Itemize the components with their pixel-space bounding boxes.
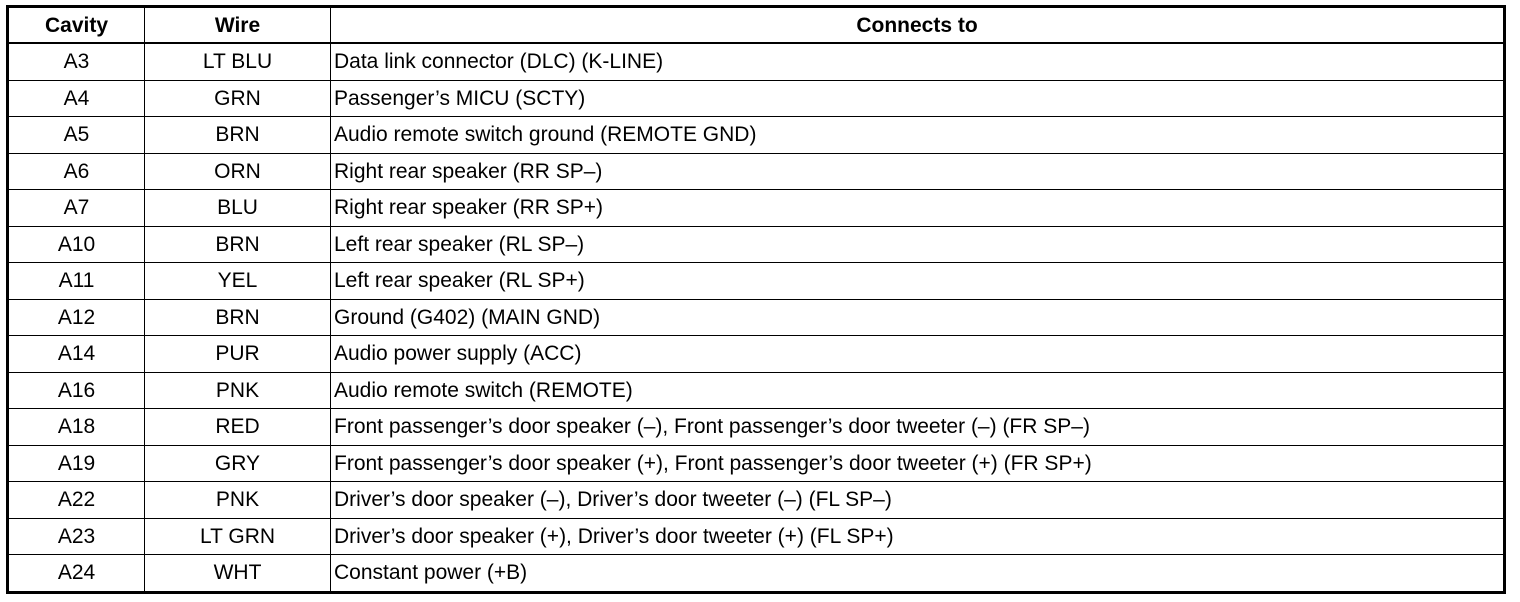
table-row (8, 43, 1505, 80)
table-row (8, 409, 1505, 446)
cavity-cell: A19 (8, 445, 145, 482)
wire-color-cell: WHT (145, 555, 331, 593)
cavity-cell: A18 (8, 409, 145, 446)
table-row (8, 518, 1505, 555)
connects-to-cell: Front passenger’s door speaker (+), Front passenger’s door tweeter (+) (FR SP+) (331, 445, 1505, 482)
table-row (8, 117, 1505, 154)
connects-to-cell: Driver’s door speaker (–), Driver’s door tweeter (–) (FL SP–) (331, 482, 1505, 519)
table-row (8, 153, 1505, 190)
wire-color-cell: BLU (145, 190, 331, 227)
table-body (8, 43, 1505, 592)
connects-to-cell: Constant power (+B) (331, 555, 1505, 593)
connects-to-cell: Ground (G402) (MAIN GND) (331, 299, 1505, 336)
connects-to-cell: Audio remote switch (REMOTE) (331, 372, 1505, 409)
cavity-cell: A4 (8, 80, 145, 117)
wire-color-cell: ORN (145, 153, 331, 190)
table-row (8, 299, 1505, 336)
cavity-cell: A16 (8, 372, 145, 409)
wire-color-cell: BRN (145, 226, 331, 263)
cavity-cell: A24 (8, 555, 145, 593)
connects-to-cell: Right rear speaker (RR SP+) (331, 190, 1505, 227)
wire-color-cell: PUR (145, 336, 331, 373)
connects-to-cell: Data link connector (DLC) (K-LINE) (331, 43, 1505, 80)
table-header (8, 7, 1505, 44)
connects-to-cell: Audio power supply (ACC) (331, 336, 1505, 373)
wire-color-cell: PNK (145, 482, 331, 519)
wire-color-cell: GRY (145, 445, 331, 482)
connects-to-cell: Left rear speaker (RL SP–) (331, 226, 1505, 263)
wire-color-cell: RED (145, 409, 331, 446)
table-row (8, 226, 1505, 263)
connector-pinout-table (6, 5, 1506, 594)
wire-color-cell: BRN (145, 299, 331, 336)
connects-to-cell: Right rear speaker (RR SP–) (331, 153, 1505, 190)
table-row (8, 190, 1505, 227)
cavity-cell: A23 (8, 518, 145, 555)
table-row (8, 263, 1505, 300)
table-row (8, 555, 1505, 593)
connects-to-cell: Left rear speaker (RL SP+) (331, 263, 1505, 300)
header-row (8, 7, 1505, 44)
cavity-cell: A14 (8, 336, 145, 373)
connects-to-cell: Passenger’s MICU (SCTY) (331, 80, 1505, 117)
connects-to-cell: Driver’s door speaker (+), Driver’s door tweeter (+) (FL SP+) (331, 518, 1505, 555)
wire-color-cell: BRN (145, 117, 331, 154)
wire-color-cell: PNK (145, 372, 331, 409)
table-row (8, 482, 1505, 519)
connects-to-cell: Front passenger’s door speaker (–), Front passenger’s door tweeter (–) (FR SP–) (331, 409, 1505, 446)
table-row (8, 372, 1505, 409)
cavity-cell: A12 (8, 299, 145, 336)
cavity-cell: A22 (8, 482, 145, 519)
cavity-cell: A7 (8, 190, 145, 227)
cavity-cell: A6 (8, 153, 145, 190)
table-row (8, 445, 1505, 482)
cavity-cell: A10 (8, 226, 145, 263)
cavity-cell: A5 (8, 117, 145, 154)
wire-color-cell: LT GRN (145, 518, 331, 555)
cavity-cell: A11 (8, 263, 145, 300)
column-header-cavity: Cavity (8, 7, 145, 44)
wire-color-cell: YEL (145, 263, 331, 300)
cavity-cell: A3 (8, 43, 145, 80)
wire-color-cell: GRN (145, 80, 331, 117)
column-header-wire: Wire (145, 7, 331, 44)
wire-color-cell: LT BLU (145, 43, 331, 80)
table-row (8, 336, 1505, 373)
table-row (8, 80, 1505, 117)
column-header-connects-to: Connects to (331, 7, 1505, 44)
connects-to-cell: Audio remote switch ground (REMOTE GND) (331, 117, 1505, 154)
